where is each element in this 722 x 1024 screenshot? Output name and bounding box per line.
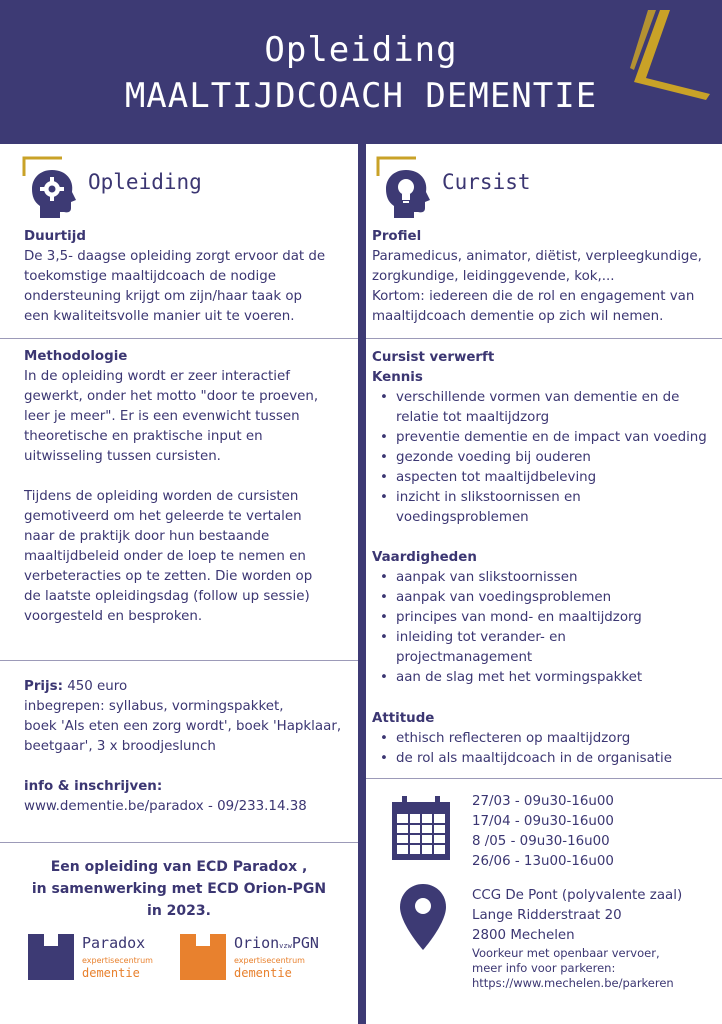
chevron-decoration-icon xyxy=(626,4,718,104)
header-banner xyxy=(0,0,722,144)
orion-logo-mark-icon xyxy=(180,934,226,980)
organizer-note: Een opleiding van ECD Paradox , in samenwerking met ECD Orion-PGN in 2023. xyxy=(31,859,327,919)
separator-right-1 xyxy=(366,338,722,339)
separator-left-1 xyxy=(0,338,358,339)
paradox-logo-mark-icon xyxy=(28,934,74,980)
methodologie-heading: Methodologie xyxy=(24,349,128,364)
verwerft-heading: Cursist verwerft xyxy=(372,350,495,365)
attitude-list xyxy=(372,729,722,769)
column-divider xyxy=(358,144,366,1024)
list-item: • gezonde voeding bij ouderen xyxy=(372,448,722,468)
list-item: • inleiding tot verander- en projectmanagement xyxy=(372,628,722,668)
vaardigheden-heading: Vaardigheden xyxy=(372,550,477,565)
location-address: CCG De Pont (polyvalente zaal) Lange Ridderstraat 20 2800 Mechelen xyxy=(472,888,683,943)
list-item: • de rol als maaltijdcoach in de organisatie xyxy=(372,749,722,769)
section-title-opleiding: Opleiding xyxy=(88,170,202,194)
separator-left-2 xyxy=(0,660,358,661)
attitude-heading: Attitude xyxy=(372,711,435,726)
profiel-heading: Profiel xyxy=(372,229,422,244)
separator-right-2 xyxy=(366,778,722,779)
methodologie-text: In de opleiding wordt er zeer interactief gewerkt, onder het motto "door te proeven, leer je meer". Er is een evenwicht tussen theoretische en praktische input en uitwisseling tussen cursisten. Tijdens de opleiding worden de cursisten gemotiveerd om het geleerde te vertalen naar de praktijk door hun bestaande maaltijdbeleid onder de loep te nemen en verbeteracties op te zetten. Die worden op de laatste opleidingsdag (follow up sessie) voorgesteld en besproken. xyxy=(24,369,319,624)
info-label: info & inschrijven: xyxy=(24,779,163,794)
vaardigheden-list xyxy=(372,568,722,688)
list-item: • inzicht in slikstoornissen en voedingsproblemen xyxy=(372,488,722,528)
duurtijd-text: De 3,5- daagse opleiding zorgt ervoor dat de toekomstige maaltijdcoach de nodige ondersteuning krijgt om zijn/haar taak op een kwaliteitsvolle manier uit te voeren. xyxy=(24,249,326,324)
kennis-heading: Kennis xyxy=(372,370,423,385)
list-item: • aspecten tot maaltijdbeleving xyxy=(372,468,722,488)
orion-pgn-logo: OrionvzwPGN expertisecentrum dementie xyxy=(180,934,355,982)
location-pin-icon xyxy=(400,884,446,950)
duurtijd-heading: Duurtijd xyxy=(24,229,86,244)
parking-link: https://www.mechelen.be/parkeren xyxy=(472,976,674,990)
separator-left-3 xyxy=(0,842,358,843)
title-line-1: Opleiding xyxy=(264,30,458,70)
parking-note: Voorkeur met openbaar vervoer, meer info voor parkeren: https://www.mechelen.be/parkeren xyxy=(472,946,674,990)
head-gear-icon xyxy=(22,156,78,218)
list-item: • aanpak van slikstoornissen xyxy=(372,568,722,588)
prijs-block: Prijs: 450 euro inbegrepen: syllabus, vormingspakket, boek 'Als eten een zorg wordt', boek 'Hapklaar, beetgaar', 3 x broodjeslunch info & inschrijven: www.dementie.be/paradox - 09/233.14.38 xyxy=(24,677,341,817)
paradox-logo: Paradox expertisecentrum dementie xyxy=(28,934,178,982)
kennis-list xyxy=(372,388,722,528)
list-item: • verschillende vormen van dementie en de relatie tot maaltijdzorg xyxy=(372,388,722,428)
list-item: • preventie dementie en de impact van voeding xyxy=(372,428,722,448)
calendar-icon xyxy=(392,796,450,860)
list-item: • principes van mond- en maaltijdzorg xyxy=(372,608,722,628)
title-line-2: MAALTIJDCOACH DEMENTIE xyxy=(124,76,598,116)
profiel-text: Paramedicus, animator, diëtist, verpleegkundige, zorgkundige, leidinggevende, kok,... Kortom: iedereen die de rol en engagement van maaltijdcoach dementie op zich wil nemen. xyxy=(372,249,702,324)
list-item: • aanpak van voedingsproblemen xyxy=(372,588,722,608)
contact-info: www.dementie.be/paradox - 09/233.14.38 xyxy=(24,799,307,814)
dates-list: 27/03 - 09u30-16u00 17/04 - 09u30-16u00 8 /05 - 09u30-16u00 26/06 - 13u00-16u00 xyxy=(472,794,614,869)
section-title-cursist: Cursist xyxy=(442,170,531,194)
list-item: • aan de slag met het vormingspakket xyxy=(372,668,722,688)
list-item: • ethisch reflecteren op maaltijdzorg xyxy=(372,729,722,749)
head-lightbulb-icon xyxy=(376,156,432,218)
